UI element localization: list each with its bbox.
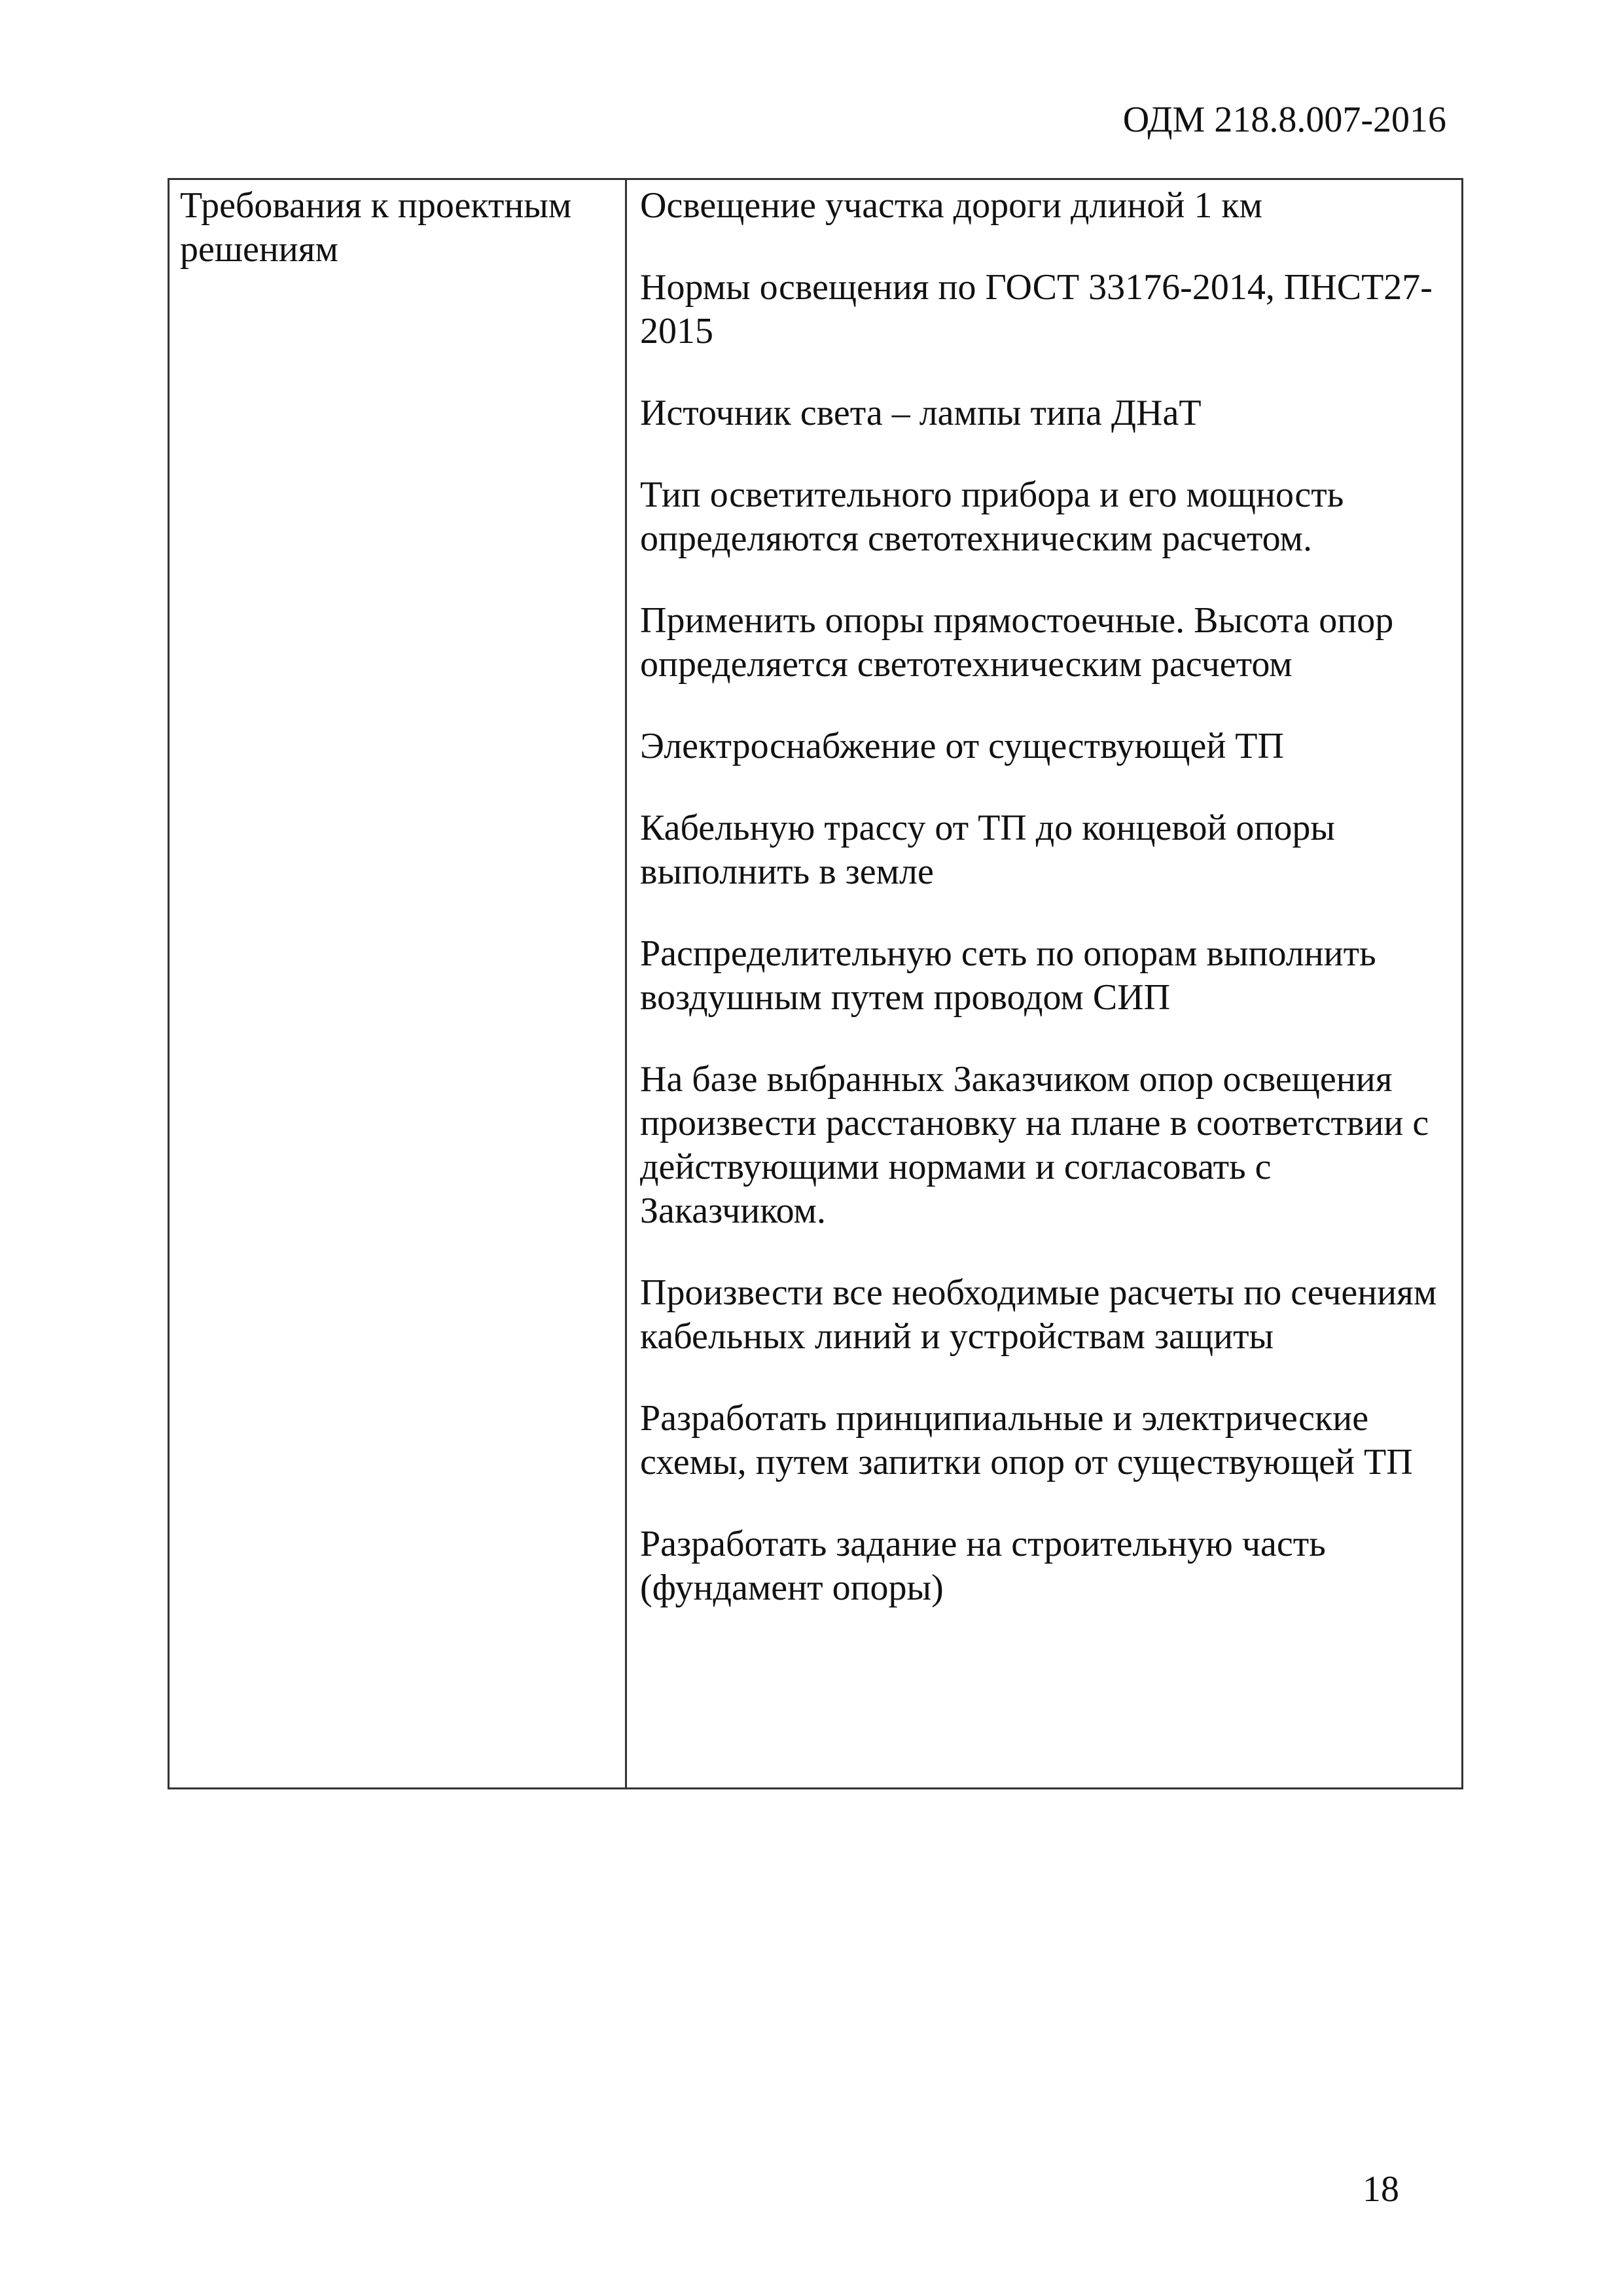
row-label: Требования к проектным решениям <box>180 185 572 270</box>
requirement-item: Разработать принципиальные и электрические схемы, путем запитки опор от существующей ТП <box>640 1398 1413 1482</box>
requirement-item: Распределительную сеть по опорам выполнить воздушным путем проводом СИП <box>640 933 1376 1018</box>
requirement-item: Источник света – лампы типа ДНаТ <box>640 393 1202 433</box>
requirement-item: Тип осветительного прибора и его мощность определяются светотехническим расчетом. <box>640 475 1344 559</box>
requirement-item: Электроснабжение от существующей ТП <box>640 726 1284 766</box>
requirement-item: Нормы освещения по ГОСТ 33176-2014, ПНСТ27-2015 <box>640 267 1433 351</box>
table-row <box>169 179 1463 1789</box>
requirement-item: Освещение участка дороги длиной 1 км <box>640 185 1263 226</box>
page-number: 18 <box>1363 2169 1399 2210</box>
document-code: ОДМ 218.8.007-2016 <box>1122 99 1446 140</box>
requirement-item: Кабельную трассу от ТП до концевой опоры выполнить в земле <box>640 808 1336 892</box>
row-label-cell <box>169 179 626 1789</box>
requirements-cell <box>626 179 1463 1789</box>
requirement-item: Разработать задание на строительную часть (фундамент опоры) <box>640 1524 1326 1608</box>
requirement-item: Произвести все необходимые расчеты по сечениям кабельных линий и устройствам защиты <box>640 1272 1437 1357</box>
requirements-list <box>627 180 1461 1610</box>
requirement-item: На базе выбранных Заказчиком опор освещения произвести расстановку на плане в соответствии с действующими нормами и согласовать с Заказчиком. <box>640 1059 1429 1231</box>
requirement-item: Применить опоры прямостоечные. Высота опор определяется светотехническим расчетом <box>640 600 1394 685</box>
requirements-table <box>168 178 1463 1789</box>
